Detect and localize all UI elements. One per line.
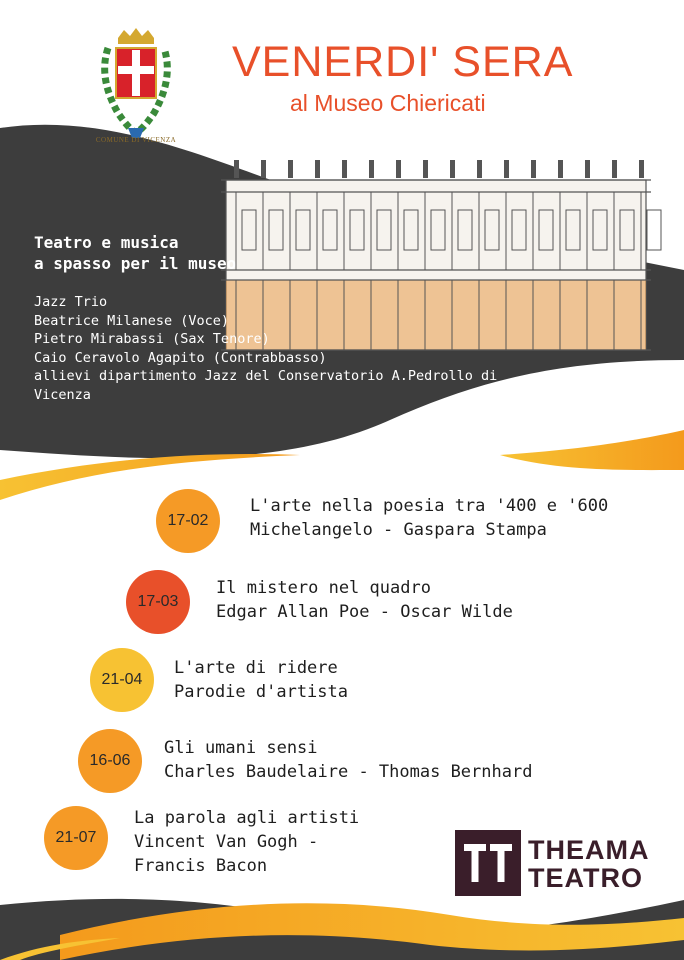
event-date-badge: 17-02	[156, 489, 220, 553]
page-subtitle: al Museo Chiericati	[290, 90, 486, 116]
city-crest-icon	[88, 28, 184, 153]
performer-line: Caio Ceravolo Agapito (Contrabbasso)	[34, 349, 327, 366]
event-subtitle: Edgar Allan Poe - Oscar Wilde	[216, 602, 513, 622]
event-subtitle: Michelangelo - Gaspara Stampa	[250, 520, 547, 540]
intro-text	[34, 232, 236, 274]
performer-list	[34, 293, 634, 404]
logo-line: TEATRO	[528, 863, 643, 893]
logo-line: THEAMA	[528, 835, 650, 865]
event-title: L'arte nella poesia tra '400 e '600	[250, 496, 609, 516]
performer-line: Pietro Mirabassi (Sax Tenore)	[34, 331, 270, 347]
performer-line: Vicenza	[34, 386, 91, 403]
event-subtitle: Parodie d'artista	[174, 682, 348, 702]
event-title: Gli umani sensi	[164, 738, 318, 758]
performer-line: allievi dipartimento Jazz del Conservatorio A.Pedrollo di	[34, 368, 498, 384]
page-title: VENERDI' SERA	[232, 38, 574, 86]
event-title: Il mistero nel quadro	[216, 578, 431, 598]
event-subtitle: Francis Bacon	[134, 856, 268, 876]
event-subtitle: Charles Baudelaire - Thomas Bernhard	[164, 762, 533, 782]
intro-line: Teatro e musica	[34, 233, 179, 252]
event-title: La parola agli artisti	[134, 808, 360, 828]
crest-caption: COMUNE DI VICENZA	[95, 136, 177, 144]
event-date-badge: 16-06	[78, 729, 142, 793]
event-title: L'arte di ridere	[174, 658, 338, 678]
event-date-badge: 17-03	[126, 570, 190, 634]
performer-line: Beatrice Milanese (Voce)	[34, 312, 230, 329]
event-date-badge: 21-07	[44, 806, 108, 870]
intro-line: a spasso per il museo	[34, 254, 237, 273]
performer-line: Jazz Trio	[34, 294, 108, 310]
event-subtitle: Vincent Van Gogh -	[134, 832, 319, 852]
theama-logo-icon	[455, 830, 521, 896]
event-date-badge: 21-04	[90, 648, 154, 712]
theama-logo-text	[528, 836, 650, 892]
